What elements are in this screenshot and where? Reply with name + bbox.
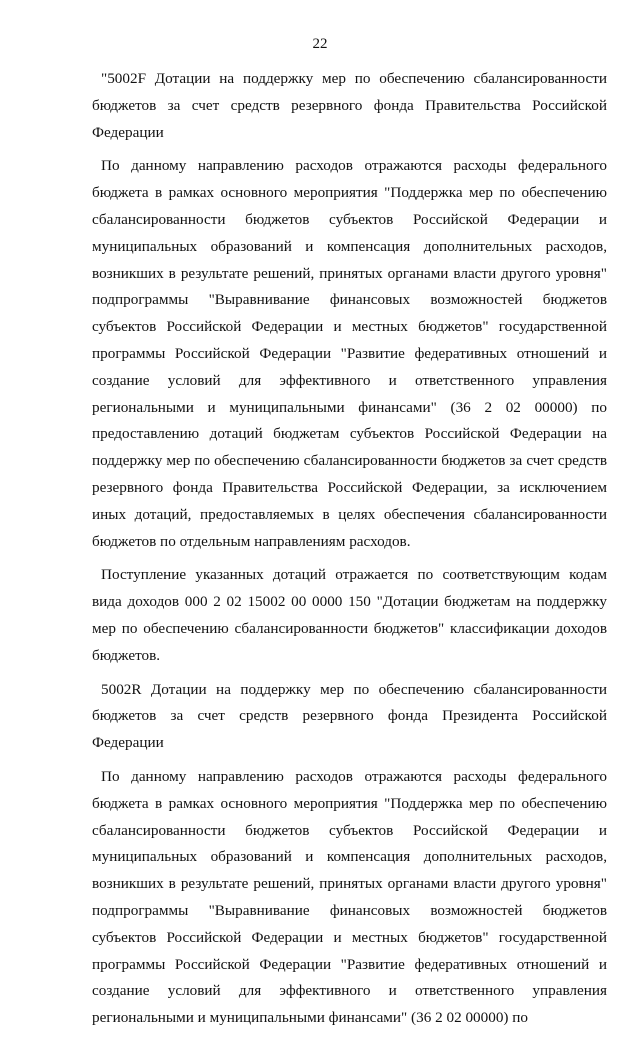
heading-5002F: "5002F Дотации на поддержку мер по обеспечению сбалансированности бюджетов за счет средств резервного фонда Правительства Российской Федерации [92, 70, 607, 141]
paragraph-5002F-description: По данному направлению расходов отражаются расходы федерального бюджета в рамках основного мероприятия "Поддержка мер по обеспечению сбалансированности бюджетов субъектов Российской Федерации и муниципальных образований и компенсация дополнительных расходов, возникших в результате решений, принятых органами власти другого уровня" подпрограммы "Выравнивание финансовых возможностей бюджетов субъектов Российской Федерации и местных бюджетов" государственной программы Российской Федерации "Развитие федеративных отношений и создание условий для эффективного и ответственного управления региональными и муниципальными финансами" (36 2 02 00000) по предоставлению дотаций бюджетам субъектов Российской Федерации на поддержку мер по обеспечению сбалансированности бюджетов за счет средств резервного фонда Правительства Российской Федерации, за исключением иных дотаций, предоставляемых в целях обеспечения сбалансированности бюджетов по отдельным направлениям расходов. [92, 157, 607, 550]
page-number: 22 [312, 36, 328, 52]
heading-5002R: 5002R Дотации на поддержку мер по обеспечению сбалансированности бюджетов за счет средств резервного фонда Президента Российской Федерации [92, 680, 607, 752]
paragraph-5002R-description: По данному направлению расходов отражаются расходы федерального бюджета в рамках основного мероприятия "Поддержка мер по обеспечению сбалансированности бюджетов субъектов Российской Федерации и муниципальных образований и компенсация дополнительных расходов, возникших в результате решений, принятых органами власти другого уровня" подпрограммы "Выравнивание финансовых возможностей бюджетов субъектов Российской Федерации и местных бюджетов" государственной программы Российской Федерации "Развитие федеративных отношений и создание условий для эффективного и ответственного управления региональными и муниципальными финансами" (36 2 02 00000) по [92, 767, 607, 1027]
document-body [92, 66, 607, 1039]
paragraph-5002F-revenue-codes: Поступление указанных дотаций отражается по соответствующим кодам вида доходов 000 2 02 15002 00 0000 150 "Дотации бюджетам на поддержку мер по обеспечению сбалансированности бюджетов" классификации доходов бюджетов. [92, 566, 607, 664]
